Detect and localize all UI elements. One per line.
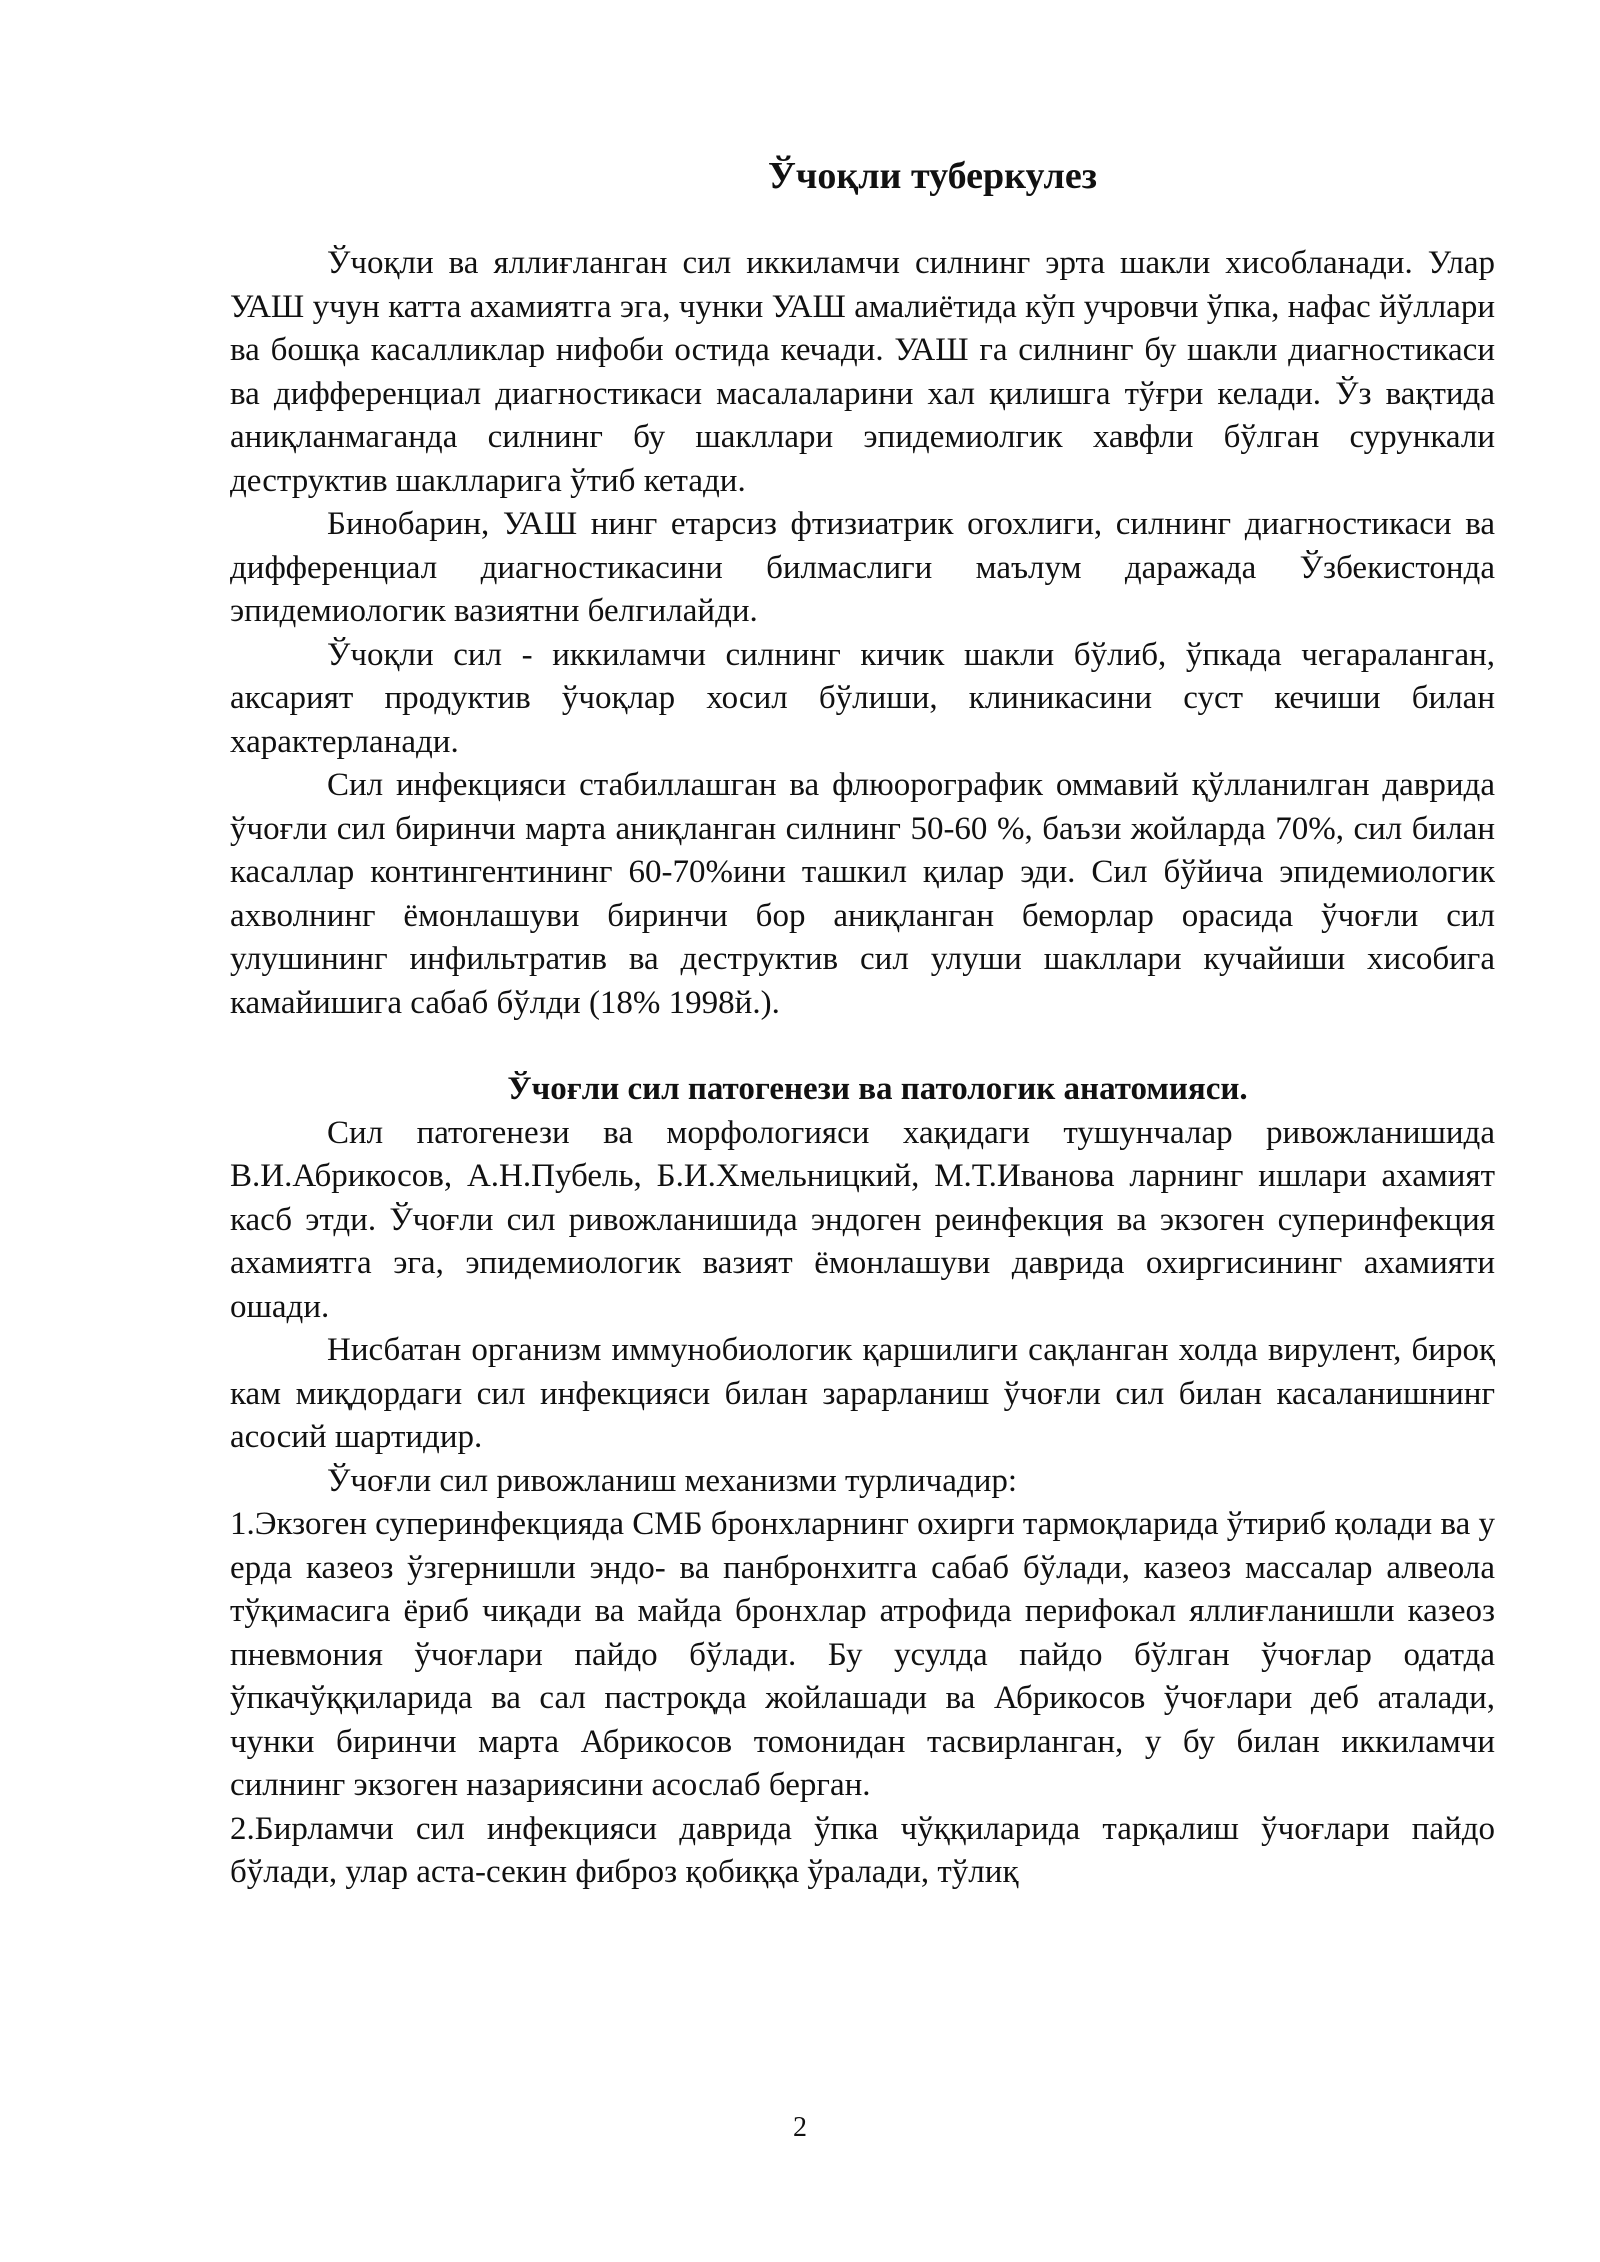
document-page: [230, 150, 1495, 1895]
paragraph-intro-4: Сил инфекцияси стабиллашган ва флюорографик оммавий қўлланилган даврида ўчоғли сил биринчи марта аниқланган силнинг 50-60 %, баъзи жойларда 70%, сил билан касаллар контингентининг 60-70%ини ташкил қилар эди. Сил бўйича эпидемиологик ахволнинг ёмонлашуви биринчи бор аниқланган беморлар орасида ўчоғли сил улушининг инфильтратив ва деструктив сил улуши шакллари кучайиши хисобига камайишига сабаб бўлди (18% 1998й.).: [230, 767, 1495, 1021]
page-number: 2: [793, 2112, 807, 2143]
list-item-1: 1.Экзоген суперинфекцияда СМБ бронхларнинг охирги тармоқларида ўтириб қолади ва у ерда казеоз ўзгернишли эндо- ва панбронхитга сабаб бўлади, казеоз массалар алвеола тўқимасига ёриб чиқади ва майда бронхлар атрофида перифокал яллиғланишли казеоз пневмония ўчоғлари пайдо бўлади. Бу усулда пайдо бўлган ўчоғлар одатда ўпкачўққиларида ва сал пастроқда жойлашади ва Абрикосов ўчоғлари деб аталади, чунки биринчи марта Абрикосов томонидан тасвирланган, у бу билан иккиламчи силнинг экзоген назариясини асослаб берган.: [230, 1506, 1495, 1803]
paragraph-intro-1: Ўчоқли ва яллиғланган сил иккиламчи силнинг эрта шакли хисобланади. Улар УАШ учун катта ахамиятга эга, чунки УАШ амалиётида кўп учровчи ўпка, нафас йўллари ва бошқа касалликлар нифоби остида кечади. УАШ га силнинг бу шакли диагностикаси ва дифференциал диагностикаси масалаларини хал қилишга тўғри келади. Ўз вақтида аниқланмаганда силнинг бу шакллари эпидемиолгик хавфли бўлган сурункали деструктив шаклларига ўтиб кетади.: [230, 245, 1495, 499]
section-subtitle: Ўчоғли сил патогенези ва патологик анатомияси.: [507, 1071, 1248, 1107]
list-item-2: 2.Бирламчи сил инфекцияси даврида ўпка чўққиларида тарқалиш ўчоғлари пайдо бўлади, улар аста-секин фиброз қобиққа ўралади, тўлиқ: [230, 1810, 1495, 1890]
paragraph-main-2: Нисбатан организм иммунобиологик қаршилиги сақланган холда вирулент, бироқ кам миқдордаги сил инфекцияси билан зарарланиш ўчоғли сил билан касаланишнинг асосий шартидир.: [230, 1332, 1495, 1455]
document-title: Ўчоқли туберкулез: [768, 155, 1097, 197]
paragraph-main-3: Ўчоғли сил ривожланиш механизми турличадир:: [327, 1462, 1018, 1499]
paragraph-intro-2: Бинобарин, УАШ нинг етарсиз фтизиатрик огохлиги, силнинг диагностикаси ва дифференциал диагностикасини билмаслиги маълум даражада Ўзбекистонда эпидемиологик вазиятни белгилайди.: [230, 506, 1495, 629]
paragraph-main-1: Сил патогенези ва морфологияси хақидаги тушунчалар ривожланишида В.И.Абрикосов, А.Н.Пубель, Б.И.Хмельницкий, М.Т.Иванова ларнинг ишлари ахамият касб этди. Ўчоғли сил ривожланишида эндоген реинфекция ва экзоген суперинфекция ахамиятга эга, эпидемиологик вазият ёмонлашуви даврида охиргисининг ахамияти ошади.: [230, 1114, 1495, 1325]
paragraph-intro-3: Ўчоқли сил - иккиламчи силнинг кичик шакли бўлиб, ўпкада чегараланган, аксарият продуктив ўчоқлар хосил бўлиши, клиникасини суст кечиши билан характерланади.: [230, 636, 1495, 760]
